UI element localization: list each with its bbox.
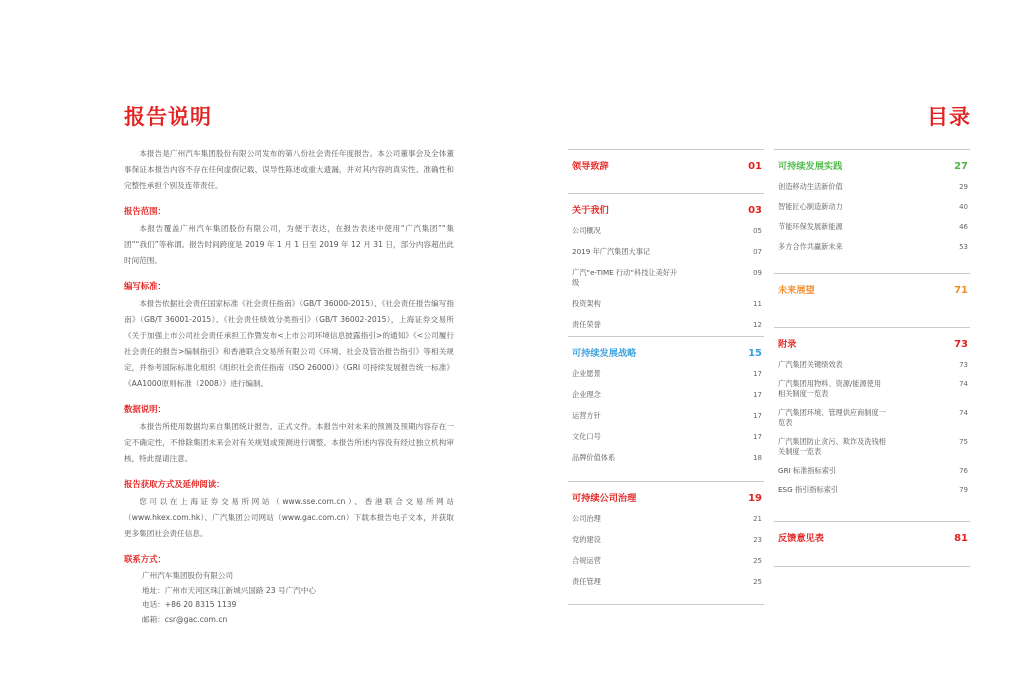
toc-item-label: 责任荣誉 bbox=[572, 320, 601, 329]
contact-phone: 电话：+86 20 8315 1139 bbox=[142, 600, 237, 609]
toc-item-label: ESG 指引指标索引 bbox=[778, 485, 839, 494]
toc-item-page: 07 bbox=[753, 248, 762, 256]
toc-item-page: 21 bbox=[753, 515, 762, 523]
toc-item-label: 创造移动生活新价值 bbox=[778, 182, 843, 191]
standards-paragraph: 本报告依据社会责任国家标准《社会责任指南》（GB/T 36000-2015）、《社会责任报告编写指南》（GB/T 36001-2015）、《社会责任绩效分类指引》（GB/T 36002-2015），上海证券交易所《关于加强上市公司社会责任承担工作暨发布<上市公司环境信息披露指引>的通知》《<公司履行社会责任的报告>编制指引》和香港联合交易所有限公司《环境、社会及管治报告指引》等相关规定，并参考国际标准化组织《组织社会责任指南（ISO 26000）》《GRI 可持续发展报告统一标准》《AA1000原则标准（2008）》进行编制。 bbox=[124, 299, 454, 388]
toc-item[interactable] bbox=[568, 320, 764, 330]
access-heading: 报告获取方式及延伸阅读： bbox=[124, 479, 225, 489]
toc-section bbox=[774, 327, 970, 521]
toc-item-page: 25 bbox=[753, 578, 762, 586]
toc-item-label: GRI 标准指标索引 bbox=[778, 466, 837, 475]
toc-section-page: 03 bbox=[748, 205, 762, 216]
toc-item-label: 广汽集团环境、管理供应商制度一览表 bbox=[778, 408, 886, 427]
toc-section-page: 81 bbox=[954, 533, 968, 544]
standards-heading: 编写标准： bbox=[124, 281, 166, 291]
toc-item-label: 投资架构 bbox=[572, 299, 601, 308]
toc-item-page: 79 bbox=[959, 486, 968, 494]
toc-item-page: 18 bbox=[753, 454, 762, 462]
toc-section-title: 关于我们 bbox=[572, 205, 609, 216]
toc-section bbox=[774, 521, 970, 566]
toc-section-title: 可持续公司治理 bbox=[572, 493, 637, 504]
toc-section-title: 附录 bbox=[778, 339, 797, 350]
toc-section-title: 可持续发展战略 bbox=[572, 348, 637, 359]
toc-item-page: 40 bbox=[959, 203, 968, 211]
data-heading: 数据说明： bbox=[124, 404, 166, 414]
toc-item-page: 23 bbox=[753, 536, 762, 544]
toc-section-page: 27 bbox=[954, 161, 968, 172]
toc-item[interactable] bbox=[774, 360, 970, 370]
toc-item-label: 党的建设 bbox=[572, 535, 601, 544]
toc-item-page: 25 bbox=[753, 557, 762, 565]
toc-item[interactable] bbox=[774, 466, 970, 476]
toc-section-heading[interactable] bbox=[568, 347, 764, 361]
toc-title: 目录 bbox=[927, 105, 971, 129]
scope-paragraph: 本报告覆盖广州汽车集团股份有限公司，为便于表达，在报告表述中使用“广汽集团”“集团”“我们”等称谓。报告时间跨度是 2019 年 1 月 1 日至 2019 年 12 月 31 日，部分内容超出此时间范围。 bbox=[124, 224, 454, 265]
toc-section-title: 未来展望 bbox=[778, 285, 815, 296]
toc-item-page: 29 bbox=[959, 183, 968, 191]
toc-item[interactable] bbox=[568, 453, 764, 463]
contact-address: 地址：广州市天河区珠江新城兴国路 23 号广汽中心 bbox=[142, 585, 316, 595]
toc-item[interactable] bbox=[774, 202, 970, 212]
toc-section bbox=[568, 193, 764, 336]
toc-section bbox=[774, 149, 970, 273]
toc-item-label: 企业理念 bbox=[572, 390, 601, 399]
toc-item[interactable] bbox=[568, 390, 764, 400]
toc-item[interactable] bbox=[568, 226, 764, 236]
toc-item[interactable] bbox=[568, 299, 764, 309]
toc-item-label: 公司治理 bbox=[572, 514, 601, 523]
toc-section-heading[interactable] bbox=[774, 532, 970, 546]
toc-item[interactable] bbox=[568, 411, 764, 421]
toc-section-heading[interactable] bbox=[774, 338, 970, 352]
toc-item[interactable] bbox=[568, 247, 764, 257]
toc-item-page: 11 bbox=[753, 300, 762, 308]
toc-section-page: 01 bbox=[748, 161, 762, 172]
toc-item-label: 节能环保发展新能源 bbox=[778, 222, 843, 231]
toc-item[interactable] bbox=[774, 182, 970, 192]
toc-section bbox=[568, 149, 764, 193]
toc-item-page: 46 bbox=[959, 223, 968, 231]
toc-section-title: 领导致辞 bbox=[572, 161, 609, 172]
report-notes-title: 报告说明 bbox=[124, 105, 212, 129]
toc-section bbox=[568, 481, 764, 604]
toc-item-label: 广汽集团防止贪污、欺诈及洗钱相关制度一览表 bbox=[778, 437, 886, 456]
toc-item[interactable] bbox=[568, 268, 764, 288]
toc-item[interactable] bbox=[774, 408, 970, 428]
intro-paragraph: 本报告是广州汽车集团股份有限公司发布的第八份社会责任年度报告。本公司董事会及全体董事保证本报告内容不存在任何虚假记载、误导性陈述或重大遗漏，并对其内容的真实性、准确性和完整性承担个别及连带责任。 bbox=[124, 149, 454, 190]
toc-item-label: 企业愿景 bbox=[572, 369, 601, 378]
toc-column-1 bbox=[568, 149, 764, 605]
toc-item-label: 责任管理 bbox=[572, 577, 601, 586]
toc-item-page: 17 bbox=[753, 433, 762, 441]
toc-item-page: 74 bbox=[959, 409, 968, 417]
toc-item-label: 文化口号 bbox=[572, 432, 601, 441]
toc-item-label: 广汽集团用物料、资源/能源使用相关制度一览表 bbox=[778, 379, 882, 398]
toc-item-page: 74 bbox=[959, 380, 968, 388]
toc-section-page: 15 bbox=[748, 348, 762, 359]
toc-section-heading[interactable] bbox=[568, 160, 764, 174]
toc-item[interactable] bbox=[568, 432, 764, 442]
toc-item-label: 运营方针 bbox=[572, 411, 601, 420]
toc-section-page: 19 bbox=[748, 493, 762, 504]
toc-item-label: 多方合作共赢新未来 bbox=[778, 242, 843, 251]
toc-item[interactable] bbox=[774, 485, 970, 495]
toc-item[interactable] bbox=[568, 369, 764, 379]
toc-divider bbox=[568, 604, 764, 605]
toc-item[interactable] bbox=[568, 514, 764, 524]
toc-item[interactable] bbox=[568, 535, 764, 545]
toc-section bbox=[568, 336, 764, 481]
toc-item-page: 05 bbox=[753, 227, 762, 235]
toc-section-heading[interactable] bbox=[774, 284, 970, 298]
toc-item-label: 广汽集团关键绩效表 bbox=[778, 360, 843, 369]
toc-item[interactable] bbox=[774, 379, 970, 399]
contact-heading: 联系方式： bbox=[124, 554, 166, 564]
toc-item[interactable] bbox=[568, 556, 764, 566]
toc-section-heading[interactable] bbox=[568, 204, 764, 218]
toc-section-title: 可持续发展实践 bbox=[778, 161, 843, 172]
toc-item-page: 53 bbox=[959, 243, 968, 251]
report-notes bbox=[124, 146, 454, 627]
toc-item-label: 2019 年广汽集团大事记 bbox=[572, 247, 651, 256]
toc-item-page: 76 bbox=[959, 467, 968, 475]
toc-item-page: 17 bbox=[753, 412, 762, 420]
toc-item-label: 智能匠心制造新动力 bbox=[778, 202, 843, 211]
toc-section-heading[interactable] bbox=[774, 160, 970, 174]
contact-email: 邮箱：csr@gac.com.cn bbox=[142, 614, 228, 624]
toc-section-page: 73 bbox=[954, 339, 968, 350]
toc-section-title: 反馈意见表 bbox=[778, 533, 824, 544]
toc-item-page: 17 bbox=[753, 370, 762, 378]
scope-heading: 报告范围： bbox=[124, 206, 166, 216]
toc-item-label: 广汽“e-TIME 行动”科技让美好升级 bbox=[572, 268, 678, 287]
toc-item-page: 75 bbox=[959, 438, 968, 446]
toc-item-label: 合规运营 bbox=[572, 556, 601, 565]
data-paragraph: 本报告所使用数据均来自集团统计报告、正式文件。本报告中对未来的预测及预期内容存在一定不确定性，不排除集团未来会对有关规划或预测进行调整。本报告所述内容没有经过独立机构审核，特此提请注意。 bbox=[124, 422, 454, 463]
toc-item-page: 73 bbox=[959, 361, 968, 369]
toc-column-2 bbox=[774, 149, 970, 567]
toc-item[interactable] bbox=[774, 437, 970, 457]
access-paragraph: 您可以在上海证券交易所网站（www.sse.com.cn）、香港联合交易所网站（www.hkex.com.hk）、广汽集团公司网站（www.gac.com.cn）下载本报告电子文本，并获取更多集团社会责任信息。 bbox=[124, 497, 454, 538]
toc-item[interactable] bbox=[774, 222, 970, 232]
contact-company: 广州汽车集团股份有限公司 bbox=[142, 571, 234, 580]
toc-item[interactable] bbox=[774, 242, 970, 252]
toc-item-label: 公司概况 bbox=[572, 226, 601, 235]
toc-section-page: 71 bbox=[954, 285, 968, 296]
toc-item-label: 品牌价值体系 bbox=[572, 453, 616, 462]
toc-section bbox=[774, 273, 970, 327]
toc-item[interactable] bbox=[568, 577, 764, 587]
toc-section-heading[interactable] bbox=[568, 492, 764, 506]
toc-divider bbox=[774, 566, 970, 567]
toc-item-page: 12 bbox=[753, 321, 762, 329]
toc-item-page: 09 bbox=[753, 269, 762, 277]
toc-item-page: 17 bbox=[753, 391, 762, 399]
